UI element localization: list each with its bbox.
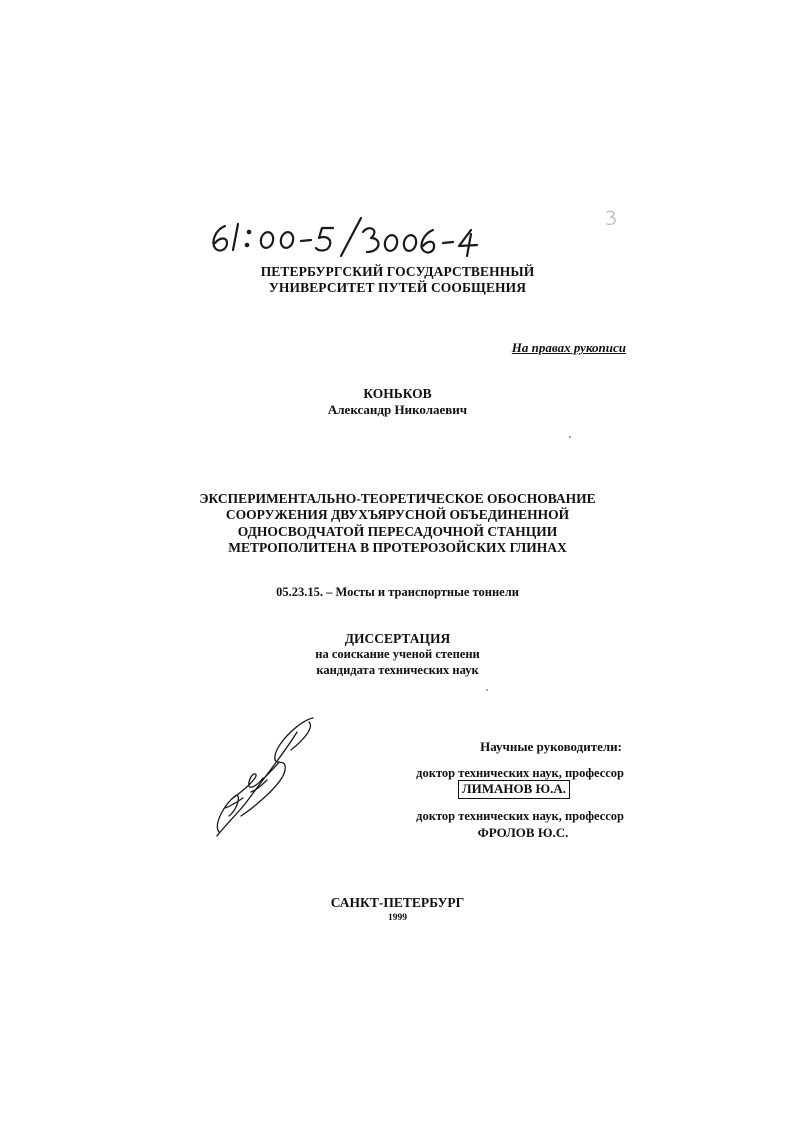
author-surname: КОНЬКОВ [363, 386, 432, 401]
title-line-3: ОДНОСВОДЧАТОЙ ПЕРЕСАДОЧНОЙ СТАНЦИИ [237, 523, 558, 539]
scan-speck [486, 689, 488, 691]
dissertation-heading: ДИССЕРТАЦИЯ [344, 631, 451, 646]
university-name [0, 264, 795, 296]
degree-description [0, 646, 795, 678]
title-line-1: ЭКСПЕРИМЕНТАЛЬНО-ТЕОРЕТИЧЕСКОЕ ОБОСНОВАНИЕ [199, 491, 596, 506]
specialty-code: 05.23.15. – Мосты и транспортные тоннели [276, 585, 519, 599]
city: САНКТ-ПЕТЕРБУРГ [330, 895, 465, 910]
supervisors-heading: Научные руководители: [480, 739, 622, 754]
handwritten-signature [205, 712, 325, 842]
dissertation-title [0, 491, 795, 556]
title-line-2: СООРУЖЕНИЯ ДВУХЪЯРУСНОЙ ОБЪЕДИНЕННОЙ [225, 507, 570, 523]
scan-speck [569, 436, 571, 438]
pencil-mark [603, 208, 619, 228]
author-given-names: Александр Николаевич [327, 402, 468, 417]
year: 1999 [388, 913, 407, 923]
degree-line-2: кандидата технических наук [316, 663, 479, 677]
supervisor-2-rank: доктор технических наук, профессор [416, 809, 624, 823]
supervisor-2-name: ФРОЛОВ Ю.С. [477, 825, 569, 840]
handwritten-archive-code [205, 210, 495, 260]
supervisor-1-rank: доктор технических наук, профессор [416, 766, 624, 780]
degree-line-1: на соискание ученой степени [315, 647, 480, 661]
university-line-1: ПЕТЕРБУРГСКИЙ ГОСУДАРСТВЕННЫЙ [260, 264, 535, 279]
supervisor-1-name: ЛИМАНОВ Ю.А. [458, 780, 570, 799]
title-line-4: МЕТРОПОЛИТЕНА В ПРОТЕРОЗОЙСКИХ ГЛИНАХ [228, 539, 567, 555]
university-line-2: УНИВЕРСИТЕТ ПУТЕЙ СООБЩЕНИЯ [268, 280, 527, 295]
rights-notice: На правах рукописи [511, 340, 626, 355]
